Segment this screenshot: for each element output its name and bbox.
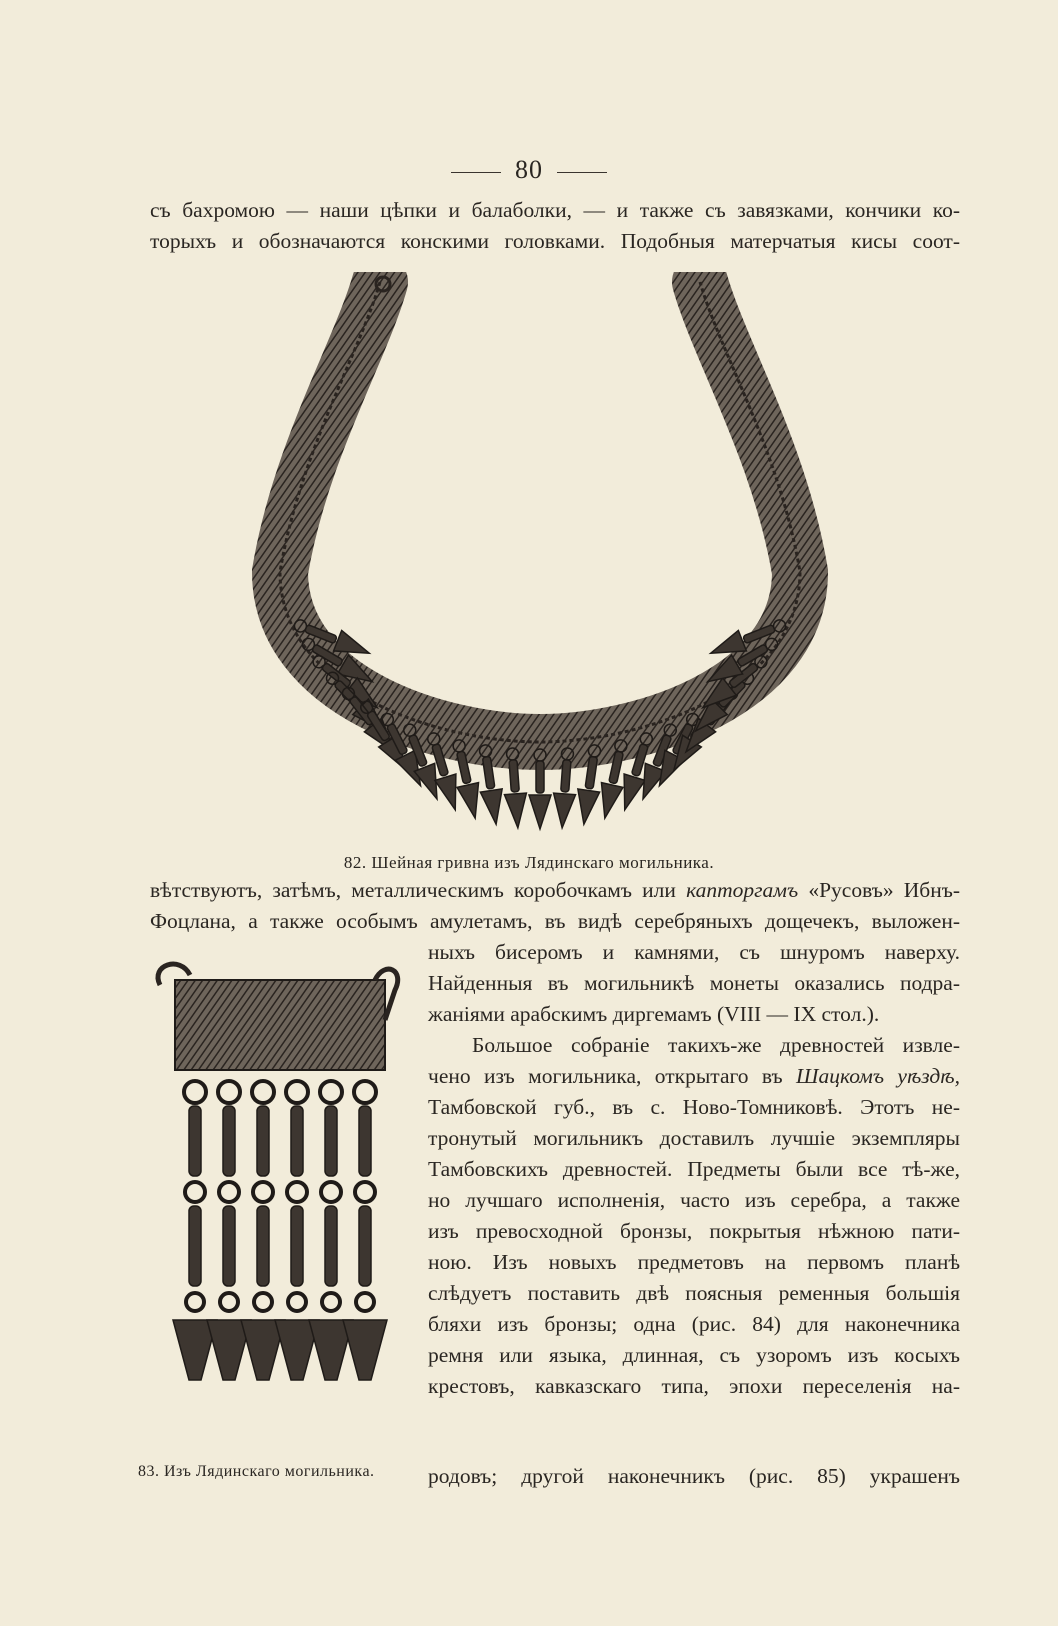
text-span: «Русовъ» Ибнъ- (798, 878, 960, 902)
header-rule-left (451, 172, 501, 173)
figure-83-caption: 83. Изъ Лядинскаго могильника. (138, 1463, 375, 1480)
text-line: Тамбовскихъ древностей. Предметы были все тѣ-же, (428, 1157, 960, 1181)
text-line: но лучшаго исполненія, часто изъ серебра, а также (428, 1188, 960, 1212)
text-line: изъ превосходной бронзы, покрытыя нѣжною пати- (428, 1219, 960, 1243)
text-line: тронутый могильникъ доставилъ лучшіе экземпляры (428, 1126, 960, 1150)
text-span: вѣтствуютъ, затѣмъ, металлическимъ коробочкамъ или (150, 878, 687, 902)
text-line: бляхи изъ бронзы; одна (рис. 84) для наконечника (428, 1312, 960, 1336)
text-line: слѣдуетъ поставить двѣ поясныя ременныя большія (428, 1281, 960, 1305)
figure-82-caption: 82. Шейная гривна изъ Лядинскаго могильника. (343, 853, 715, 872)
text-span: чено изъ могильника, открытаго въ (428, 1064, 797, 1088)
page-header (0, 155, 1058, 185)
text-line: торыхъ и обозначаются конскими головками. Подобныя матерчатыя кисы соот- (150, 229, 960, 253)
text-line: ною. Изъ новыхъ предметовъ на первомъ планѣ (428, 1250, 960, 1274)
header-rule-right (557, 172, 607, 173)
text-line: Найденныя въ могильникѣ монеты оказались подра- (428, 971, 960, 995)
text-line: Фоцлана, а также особымъ амулетамъ, въ видѣ серебряныхъ дощечекъ, выложен- (150, 909, 960, 933)
amulet-illustration (150, 960, 415, 1450)
text-line: съ бахромою — наши цѣпки и балаболки, — и также съ завязками, кончики ко- (150, 198, 960, 222)
text-line: Большое собраніе такихъ-же древностей извле- (472, 1033, 960, 1057)
italic-term: Шацкомъ уѣздѣ, (796, 1064, 960, 1088)
text-line: родовъ; другой наконечникъ (рис. 85) украшенъ (428, 1464, 960, 1488)
text-line (150, 875, 960, 905)
text-line: Тамбовской губ., въ с. Ново-Томниковѣ. Этотъ не- (428, 1095, 960, 1119)
page-number: 80 (515, 155, 543, 184)
text-line: крестовъ, кавказскаго типа, эпохи переселенія на- (428, 1374, 960, 1398)
italic-term: капторгамъ (686, 878, 799, 902)
amulet-chain (343, 1081, 387, 1380)
necklace-illustration (240, 272, 840, 832)
text-line: ремня или языка, длинная, съ узоромъ изъ косыхъ (428, 1343, 960, 1367)
text-line: ныхъ бисеромъ и камнями, съ шнуромъ наверху. (428, 940, 960, 964)
text-line (428, 1061, 960, 1091)
text-line: жаніями арабскимъ диргемамъ (VIII — IX стол.). (428, 1002, 880, 1026)
